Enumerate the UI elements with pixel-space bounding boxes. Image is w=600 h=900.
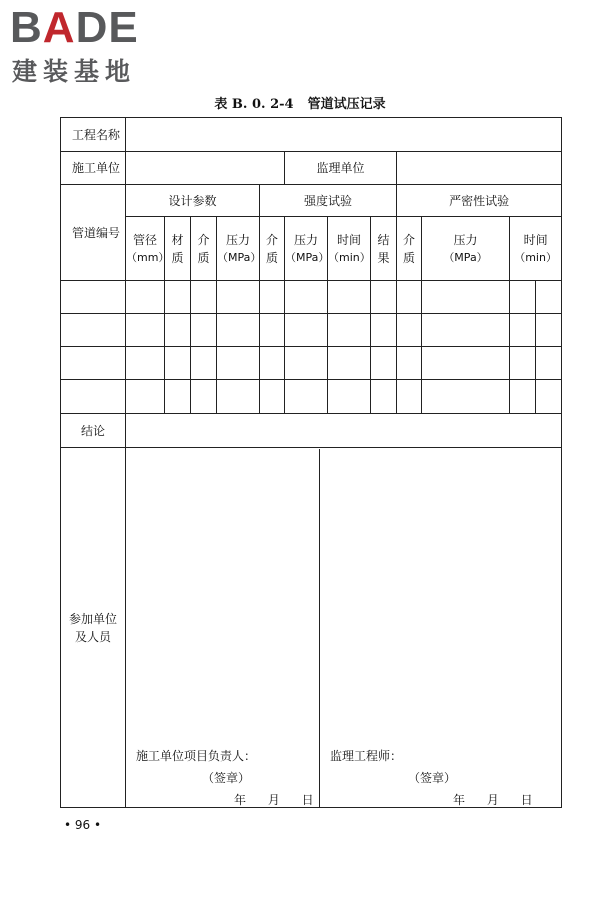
table-row: [61, 347, 562, 380]
contractor-field[interactable]: [126, 152, 285, 185]
data-cell[interactable]: [191, 347, 217, 380]
contractor-signature-block[interactable]: [126, 449, 320, 807]
page-number: • 96 •: [64, 818, 102, 832]
pipe-no-cell[interactable]: [61, 380, 126, 414]
data-cell[interactable]: [371, 314, 397, 347]
data-cell[interactable]: [397, 347, 422, 380]
project-name-field[interactable]: [126, 118, 562, 152]
pipe-no-cell[interactable]: [61, 347, 126, 380]
data-cell[interactable]: [165, 314, 191, 347]
data-cell[interactable]: [191, 314, 217, 347]
data-cell[interactable]: [285, 281, 328, 314]
data-cell[interactable]: [510, 380, 536, 414]
data-cell[interactable]: [217, 314, 260, 347]
group-header-row: [61, 185, 562, 217]
data-cell[interactable]: [397, 314, 422, 347]
supervisor-label: 监理单位: [285, 152, 397, 185]
data-cell[interactable]: [260, 281, 285, 314]
data-cell[interactable]: [397, 281, 422, 314]
tightness-medium-header: 介 质: [397, 217, 422, 281]
strength-time-header: 时间 （min）: [328, 217, 371, 281]
data-cell[interactable]: [126, 347, 165, 380]
document-title: [0, 93, 600, 112]
data-cell[interactable]: [285, 380, 328, 414]
data-cell[interactable]: [422, 347, 510, 380]
tightness-time-header: 时间 （min）: [510, 217, 562, 281]
brand-logo: [10, 3, 180, 86]
data-cell[interactable]: [126, 281, 165, 314]
data-cell[interactable]: [217, 281, 260, 314]
data-cell[interactable]: [510, 347, 536, 380]
data-cell[interactable]: [536, 314, 562, 347]
participants-row: [61, 448, 562, 808]
project-name-label: 工程名称: [61, 118, 126, 152]
strength-test-header: 强度试验: [260, 185, 397, 217]
data-cell[interactable]: [285, 314, 328, 347]
table-row: [61, 380, 562, 414]
tightness-test-header: 严密性试验: [397, 185, 562, 217]
data-cell[interactable]: [126, 380, 165, 414]
data-cell[interactable]: [217, 380, 260, 414]
strength-pressure-header: 压力 （MPa）: [285, 217, 328, 281]
data-cell[interactable]: [328, 281, 371, 314]
data-cell[interactable]: [536, 281, 562, 314]
design-params-header: 设计参数: [126, 185, 260, 217]
table-row: [61, 281, 562, 314]
data-cell[interactable]: [165, 380, 191, 414]
contractor-lead-label: 施工单位项目负责人：: [136, 749, 257, 763]
table-code: 表 B. 0. 2-4: [214, 97, 294, 112]
conclusion-field[interactable]: [126, 414, 562, 448]
signature-area: [126, 448, 562, 808]
project-name-row: [61, 118, 562, 152]
units-row: [61, 152, 562, 185]
data-cell[interactable]: [422, 314, 510, 347]
contractor-seal-label: （签章）: [202, 771, 251, 785]
data-cell[interactable]: [165, 347, 191, 380]
data-cell[interactable]: [510, 281, 536, 314]
data-cell[interactable]: [191, 380, 217, 414]
data-cell[interactable]: [126, 314, 165, 347]
conclusion-label: 结论: [61, 414, 126, 448]
supervisor-field[interactable]: [397, 152, 562, 185]
table-name: 管道试压记录: [307, 97, 386, 112]
diameter-header: 管径 （mm）: [126, 217, 165, 281]
design-medium-header: 介 质: [191, 217, 217, 281]
pipe-pressure-test-record-table: [60, 117, 562, 808]
data-cell[interactable]: [510, 314, 536, 347]
logo-wordmark: BADE: [10, 3, 139, 52]
pipe-no-cell[interactable]: [61, 281, 126, 314]
data-cell[interactable]: [328, 314, 371, 347]
contractor-label: 施工单位: [61, 152, 126, 185]
data-cell[interactable]: [165, 281, 191, 314]
sub-header-row: [61, 217, 562, 281]
participants-label: 参加单位 及人员: [61, 448, 126, 808]
contractor-date-label: 年 月 日: [234, 793, 314, 807]
data-cell[interactable]: [328, 380, 371, 414]
data-cell[interactable]: [422, 380, 510, 414]
data-cell[interactable]: [191, 281, 217, 314]
data-cell[interactable]: [371, 380, 397, 414]
data-cell[interactable]: [260, 314, 285, 347]
pipe-no-cell[interactable]: [61, 314, 126, 347]
data-cell[interactable]: [217, 347, 260, 380]
data-cell[interactable]: [328, 347, 371, 380]
strength-result-header: 结 果: [371, 217, 397, 281]
supervisor-date-label: 年 月 日: [453, 793, 533, 807]
design-pressure-header: 压力 （MPa）: [217, 217, 260, 281]
data-cell[interactable]: [536, 380, 562, 414]
supervising-engineer-label: 监理工程师：: [330, 749, 403, 763]
supervisor-seal-label: （签章）: [408, 771, 457, 785]
material-header: 材 质: [165, 217, 191, 281]
data-cell[interactable]: [422, 281, 510, 314]
data-cell[interactable]: [371, 347, 397, 380]
data-cell[interactable]: [285, 347, 328, 380]
data-cell[interactable]: [260, 347, 285, 380]
table-row: [61, 314, 562, 347]
data-cell[interactable]: [397, 380, 422, 414]
strength-medium-header: 介 质: [260, 217, 285, 281]
data-cell[interactable]: [371, 281, 397, 314]
logo-subtitle: 建装基地: [12, 57, 137, 86]
data-cell[interactable]: [536, 347, 562, 380]
supervisor-signature-block[interactable]: [320, 449, 561, 807]
tightness-pressure-header: 压力 （MPa）: [422, 217, 510, 281]
conclusion-row: [61, 414, 562, 448]
pipe-no-label: 管道编号: [61, 185, 126, 281]
data-cell[interactable]: [260, 380, 285, 414]
